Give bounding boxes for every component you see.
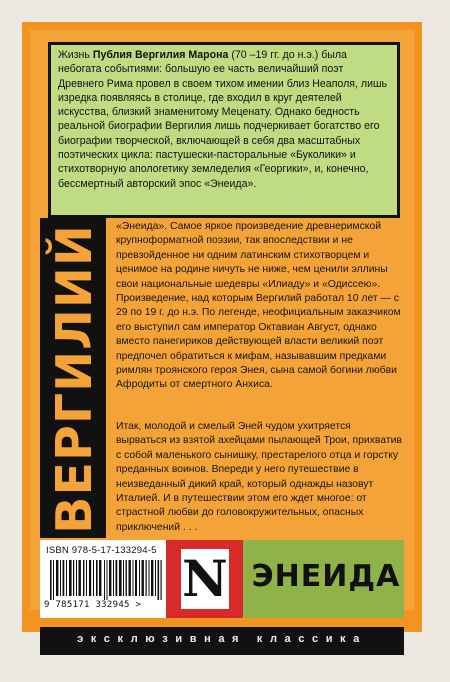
description-paragraph-1: «Энеида». Самое яркое произведение древнеримской крупноформатной поэзии, так впоследствии и не превзойденное ни одним латинским стихотворцем и ценимое на родине ничуть не ниже, чем ценили эллины свои национальные шедевры «Илиаду» и «Одиссею». Произведение, над которым Вергилий работал 10 лет — с 29 по 19 г. до н.э. По легенде, неофициальным заказчиком его выступил сам император Октавиан Август, однако вместо панегириков действующей власти великий поэт предпочел обратиться к мифам, называвшим предками римлян троянского героя Энея, сына самой богини любви Афродиты от смертного Анхиса. xyxy=(116,221,401,391)
author-vertical-label: ВЕРГИЛИЙ xyxy=(46,224,103,534)
emblem-n-icon: N xyxy=(182,549,228,608)
annotation-rest: (70 –19 гг. до н.э.) была небогата событиями: большую ее часть величайший поэт Древнего Рима провел в своем тихом имении близ Неаполя, лишь изредка появляясь в столице, где входил в круг деятелей искусства, близкий знаменитому Меценату. Однако бедность реальной биографии Вергилия лишь подчеркивает богатство его биографии творческой, включающей в себя два масштабных поэтических цикла: пастушески-пасторальные «Буколики» и стихотворную апологетику земледелия «Георгики», и, конечно, бессмертный авторский эпос «Энеида». xyxy=(58,49,388,190)
book-title: ЭНЕИДА xyxy=(251,559,401,594)
barcode-icon xyxy=(50,560,162,600)
barcode-digits: 9 785171 332945 > xyxy=(44,600,142,610)
author-name-bold: Публия Вергилия Марона xyxy=(92,49,229,61)
series-name: эксклюзивная классика xyxy=(77,633,367,645)
annotation-text xyxy=(58,48,392,191)
isbn-number: ISBN 978-5-17-133294-5 xyxy=(46,545,157,556)
annotation-lead: Жизнь xyxy=(58,49,93,61)
description-paragraph-2: Итак, молодой и смелый Эней чудом ухитряется вырваться из взятой ахейцами пылающей Трои, прихватив с собой маленького сынишку, престарелого отца и горстку преданных воинов. Впереди у него путешествие в неизведанный дикий край, который однажды назовут Италией. И в путешествии этом его ждет многое: от страстной любви до головокружительных, опасных приключений . . . xyxy=(116,421,402,533)
